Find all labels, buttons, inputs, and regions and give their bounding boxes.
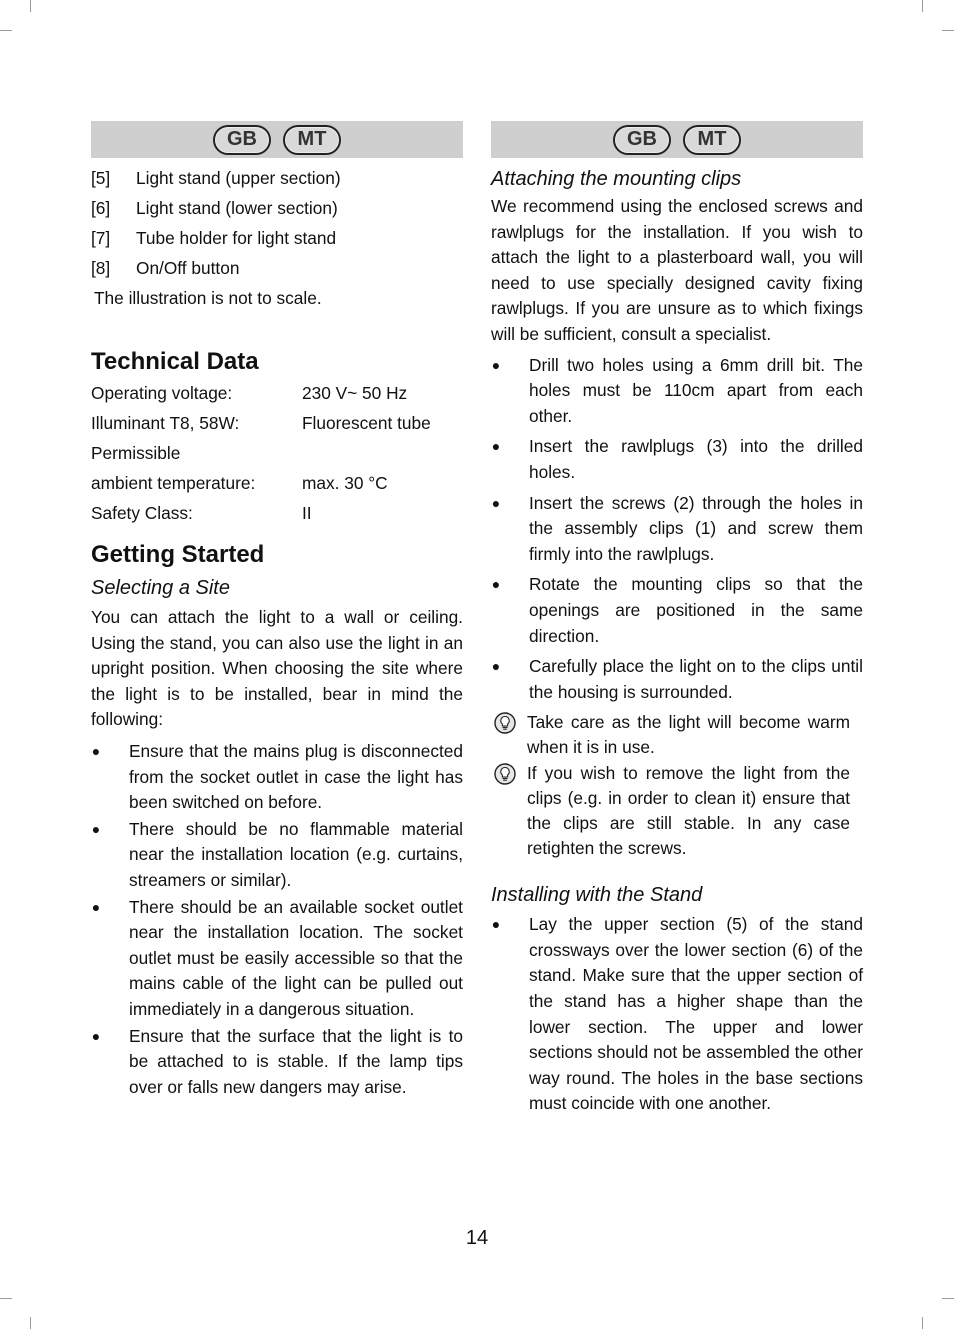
tip-note [491, 710, 863, 760]
spec-value: 230 V~ 50 Hz [302, 383, 408, 403]
spec-row [91, 408, 463, 438]
list-item [91, 739, 463, 816]
spec-key: Operating voltage: [91, 383, 233, 403]
bullet-text: Ensure that the surface that the light is to be attached to is stable. If the lamp tips over or falls new dangers may arise. [129, 1025, 463, 1097]
bullet-dot: ● [491, 916, 501, 933]
bullet-text: Lay the upper section (5) of the stand crossways over the lower section (6) of the stand. Make sure that the upper section of the stand has a higher shape than the lower section. The upper and lower sections should not be assembled the other way round. The holes in the base sections must coincide with one another. [529, 914, 863, 1114]
technical-data-heading: Technical Data [91, 348, 259, 375]
part-number: [8] [91, 258, 111, 278]
tip-text: If you wish to remove the light from the clips (e.g. in order to clean it) ensure that the clips are still stable. In any case retighten the screws. [527, 763, 850, 859]
parts-list [91, 163, 463, 283]
spec-row [91, 498, 463, 528]
crop-mark [0, 30, 12, 31]
mounting-clips-heading: Attaching the mounting clips [491, 168, 742, 190]
site-bullets [91, 739, 463, 1100]
page-number: 14 [465, 1227, 489, 1249]
part-label: On/Off button [136, 258, 240, 278]
list-item [491, 572, 863, 649]
bullet-text: Ensure that the mains plug is disconnected from the socket outlet in case the light has been switched on before. [129, 740, 463, 813]
spec-key: Illuminant T8, 58W: [91, 413, 240, 433]
mounting-paragraph: We recommend using the enclosed screws and rawlplugs for the installation. If you wish to attach the light to a plasterboard wall, you will need to use specially designed cavity fixing rawlplugs. If you are unsure as to which fixings will be sufficient, consult a specialist. [491, 196, 863, 344]
bullet-text: Drill two holes using a 6mm drill bit. The holes must be 110cm apart from each other. [529, 354, 863, 426]
tip-note [491, 761, 863, 861]
selecting-site-paragraph: You can attach the light to a wall or ceiling. Using the stand, you can also use the light in an upright position. When choosing the site where the light is to be installed, bear in mind the following: [91, 607, 463, 730]
part-label: Light stand (upper section) [136, 168, 341, 188]
lightbulb-icon [494, 712, 516, 734]
bullet-dot: ● [491, 438, 501, 455]
spec-value: Fluorescent tube [302, 413, 431, 433]
selecting-site-heading: Selecting a Site [91, 577, 230, 599]
installing-stand-heading: Installing with the Stand [491, 884, 703, 907]
spec-key: Permissible [91, 443, 181, 463]
list-item [91, 193, 463, 223]
list-item [91, 163, 463, 193]
list-item [91, 817, 463, 894]
language-badge-gb: GB [213, 125, 271, 155]
crop-mark [942, 30, 954, 31]
language-band [91, 121, 463, 158]
bullet-text: Insert the screws (2) through the holes in the assembly clips (1) and screw them firmly into the rawlplugs. [529, 492, 863, 564]
spec-table [91, 378, 463, 528]
lightbulb-icon [494, 763, 516, 785]
right-column [491, 121, 863, 1117]
spec-value: max. 30 °C [302, 473, 388, 493]
bullet-dot: ● [491, 658, 501, 675]
crop-mark [30, 1317, 31, 1329]
bullet-text: Carefully place the light on to the clips until the housing is surrounded. [529, 656, 863, 702]
crop-mark [922, 1317, 923, 1329]
list-item [91, 223, 463, 253]
spec-value: II [302, 503, 312, 523]
list-item [491, 491, 863, 568]
spec-row [91, 468, 463, 498]
spec-key: Safety Class: [91, 503, 193, 523]
spec-row [91, 438, 463, 468]
language-badge-gb: GB [613, 125, 671, 155]
part-number: [5] [91, 168, 111, 188]
bullet-text: There should be an available socket outlet near the installation location. The socket outlet must be easily accessible so that the mains cable of the light can be pulled out immediately in a dangerous situation. [129, 896, 463, 1019]
crop-mark [942, 1298, 954, 1299]
spec-row [91, 378, 463, 408]
bullet-text: Insert the rawlplugs (3) into the drilled holes. [529, 436, 863, 482]
list-item [491, 654, 863, 705]
bullet-text: There should be no flammable material near the installation location (e.g. curtains, streamers or similar). [129, 818, 463, 890]
bullet-text: Rotate the mounting clips so that the openings are positioned in the same direction. [529, 574, 863, 646]
part-label: Light stand (lower section) [136, 198, 338, 218]
tip-text: Take care as the light will become warm when it is in use. [527, 712, 850, 758]
part-number: [7] [91, 228, 111, 248]
language-badge-mt: MT [683, 125, 741, 155]
part-label: Tube holder for light stand [136, 228, 337, 248]
bullet-dot: ● [491, 494, 501, 511]
bullet-dot: ● [91, 742, 101, 759]
mounting-bullets [491, 353, 863, 706]
crop-mark [0, 1298, 12, 1299]
language-badge-mt: MT [283, 125, 341, 155]
list-item [491, 912, 863, 1117]
getting-started-heading: Getting Started [91, 541, 265, 568]
bullet-dot: ● [491, 576, 501, 593]
list-item [91, 895, 463, 1023]
scale-note: The illustration is not to scale. [94, 288, 322, 308]
language-band [491, 121, 863, 158]
list-item [91, 1024, 463, 1101]
list-item [491, 434, 863, 485]
part-number: [6] [91, 198, 111, 218]
list-item [91, 253, 463, 283]
bullet-dot: ● [491, 356, 501, 373]
crop-mark [922, 0, 923, 12]
crop-mark [30, 0, 31, 12]
list-item [491, 353, 863, 430]
bullet-dot: ● [91, 898, 101, 915]
bullet-dot: ● [91, 820, 101, 837]
spec-key: ambient temperature: [91, 473, 256, 493]
left-column [91, 121, 463, 1100]
bullet-dot: ● [91, 1027, 101, 1044]
stand-bullets [491, 912, 863, 1117]
